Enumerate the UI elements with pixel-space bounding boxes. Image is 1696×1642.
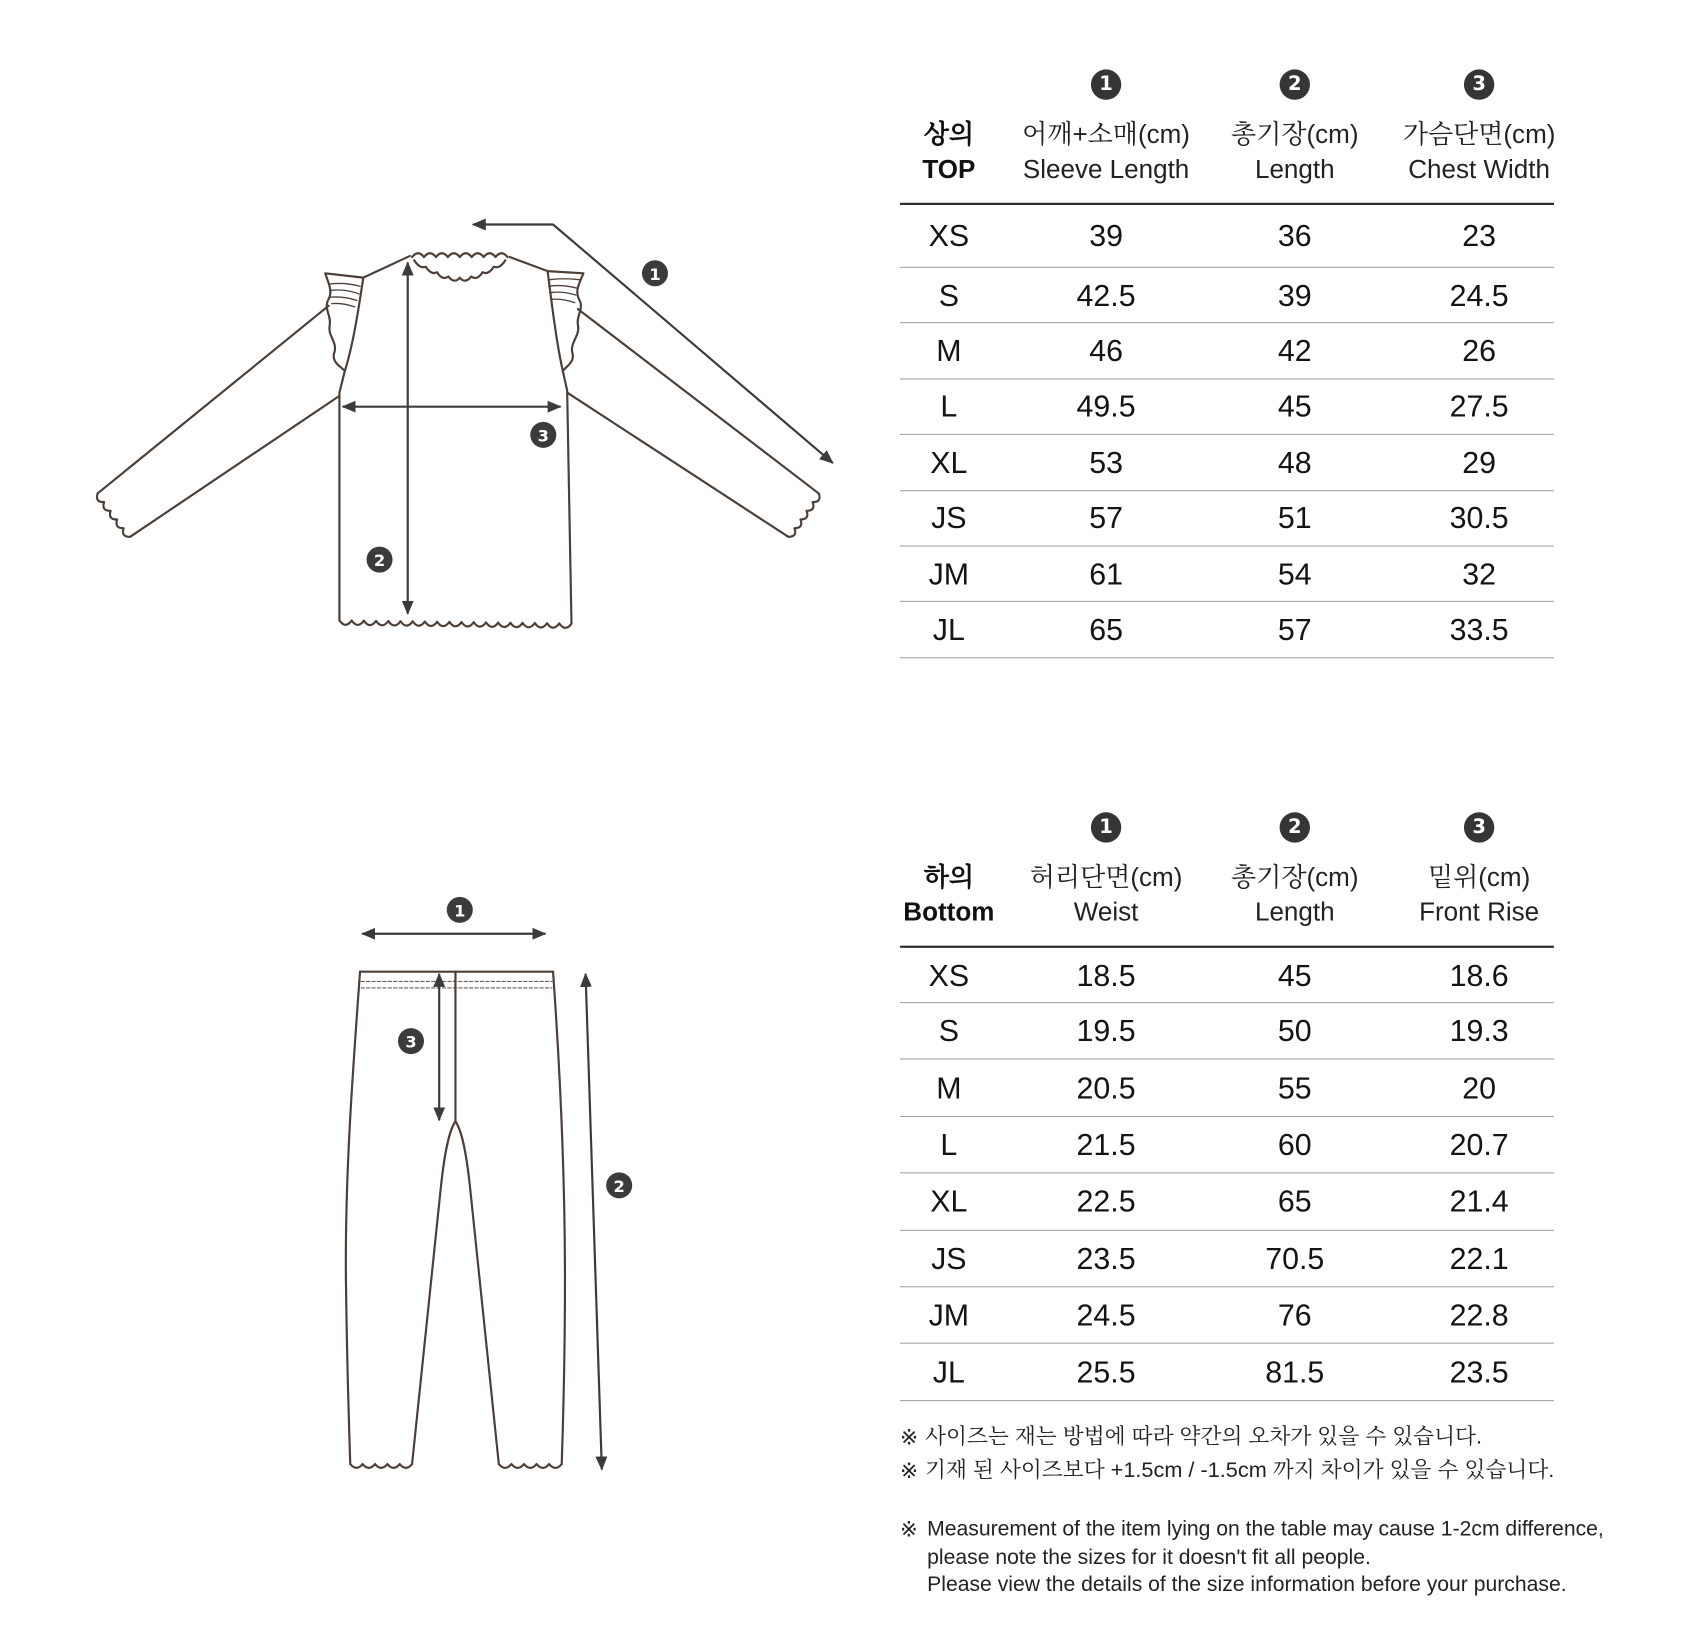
value-cell: 53 [1089, 445, 1123, 480]
value-cell: 81.5 [1265, 1355, 1325, 1389]
top-diagram-markers [367, 260, 668, 572]
value-cell: 26 [1462, 334, 1497, 368]
marker-cell [998, 69, 1215, 99]
right-shoulder-line [510, 257, 548, 271]
value-cell: 48 [1277, 445, 1312, 480]
marker-3-icon [398, 1028, 424, 1054]
left-outer-seam [346, 972, 360, 1464]
marker-1-icon [642, 260, 668, 286]
note-text: 기재 된 사이즈보다 +1.5cm / -1.5cm 까지 차이가 있을 수 있습니다. [924, 1458, 1555, 1483]
column-label-ko: 어깨+소매(cm) [1022, 120, 1190, 150]
table-row [900, 1344, 1583, 1401]
value-cell: 22.8 [1449, 1298, 1509, 1332]
category-header [900, 861, 998, 930]
column-label-ko: 가슴단면(cm) [1402, 120, 1556, 150]
value-cell: 54 [1277, 557, 1312, 591]
pants-diagram-markers [398, 897, 632, 1198]
top-size-table [900, 65, 1554, 658]
marker-3-icon: 3 [1464, 812, 1494, 842]
value-cell: 33.5 [1449, 612, 1509, 647]
right-sleeve-lower [567, 393, 788, 537]
value-cell: 45 [1277, 958, 1312, 992]
value-cell: 23.5 [1449, 1355, 1509, 1389]
value-cell: 76 [1277, 1298, 1312, 1332]
size-cell: M [936, 1071, 962, 1105]
category-header [900, 118, 998, 187]
value-cell: 65 [1277, 1184, 1312, 1219]
category-label-en: TOP [922, 155, 976, 185]
value-cell: 22.5 [1076, 1184, 1136, 1219]
table-body [900, 948, 1554, 1401]
size-cell: L [940, 389, 958, 424]
column-label-en: Sleeve Length [1022, 155, 1190, 185]
marker-2-icon [367, 547, 393, 573]
category-label-en: Bottom [903, 897, 995, 928]
value-cell: 70.5 [1265, 1241, 1325, 1276]
category-label-ko: 상의 [923, 120, 974, 150]
column-header-waist [998, 861, 1215, 930]
value-cell: 29 [1462, 445, 1497, 480]
size-notes-korean [900, 1421, 1554, 1488]
marker-3-label: 3 [405, 1032, 417, 1052]
value-cell: 24.5 [1076, 1298, 1136, 1332]
marker-2-icon: 2 [1280, 69, 1310, 99]
column-markers [900, 65, 1583, 104]
table-header [900, 118, 1583, 187]
left-inseam [412, 1121, 455, 1464]
right-leg-hem [499, 1464, 562, 1468]
left-shoulder-line [363, 256, 410, 278]
size-cell: S [938, 278, 959, 312]
value-cell: 21.4 [1449, 1184, 1509, 1219]
value-cell: 57 [1089, 501, 1123, 535]
marker-1-label: 1 [454, 901, 466, 921]
value-cell: 51 [1277, 501, 1312, 535]
value-cell: 21.5 [1076, 1127, 1136, 1162]
note-text: please note the sizes for it doesn't fit all people. [927, 1544, 1371, 1569]
pants-measure-arrows [362, 934, 602, 1470]
size-cell: L [940, 1127, 958, 1162]
value-cell: 19.5 [1076, 1014, 1136, 1048]
left-ruffle [325, 273, 363, 371]
column-label-en: Length [1254, 897, 1335, 928]
table-row [900, 1174, 1583, 1231]
table-row [900, 1117, 1583, 1174]
reference-mark-icon: ※ [900, 1457, 919, 1484]
reference-mark-icon: ※ [900, 1517, 918, 1543]
marker-1-icon: 1 [1091, 812, 1121, 842]
column-label-ko: 밑위(cm) [1427, 863, 1531, 893]
value-cell: 18.5 [1076, 958, 1136, 992]
column-header-chest-width [1375, 118, 1583, 187]
marker-3-icon [530, 422, 556, 448]
collar-top-edge [412, 253, 507, 257]
right-ruffle-gather [549, 279, 580, 303]
marker-1-label: 1 [649, 264, 661, 284]
marker-cell [1375, 812, 1583, 842]
body-left-side [339, 371, 344, 620]
value-cell: 57 [1277, 612, 1312, 647]
note-block [900, 1516, 1604, 1599]
table-row [900, 1230, 1583, 1287]
waistband-stitch [361, 981, 552, 988]
column-label-ko: 총기장(cm) [1231, 863, 1359, 893]
note-text: Please view the details of the size information before your purchase. [927, 1572, 1567, 1597]
pants-length-arrow [586, 974, 602, 1470]
marker-cell [1215, 812, 1375, 842]
column-label-en: Weist [1073, 897, 1139, 928]
size-cell: JL [932, 612, 965, 647]
value-cell: 61 [1089, 557, 1123, 591]
body-hem [339, 620, 571, 627]
table-row [900, 1003, 1583, 1060]
value-cell: 22.1 [1449, 1241, 1509, 1276]
table-header [900, 861, 1583, 930]
note-text: Measurement of the item lying on the table may cause 1-2cm difference, [927, 1517, 1604, 1542]
column-label-ko: 허리단면(cm) [1029, 863, 1183, 893]
table-row [900, 491, 1583, 547]
note-line [900, 1454, 1554, 1488]
value-cell: 24.5 [1449, 278, 1509, 312]
size-cell: XS [928, 219, 970, 253]
table-row [900, 379, 1583, 435]
reference-mark-icon: ※ [900, 1423, 919, 1450]
value-cell: 60 [1277, 1127, 1312, 1162]
marker-2-label: 2 [373, 551, 386, 571]
sleeve-length-arrow [473, 224, 833, 463]
marker-3-icon: 3 [1464, 69, 1494, 99]
value-cell: 23.5 [1076, 1241, 1136, 1276]
column-header-length [1215, 118, 1375, 187]
size-cell: JL [932, 1355, 965, 1389]
size-notes-english [900, 1516, 1604, 1599]
column-label-ko: 총기장(cm) [1231, 120, 1359, 150]
size-cell: JS [931, 1241, 967, 1276]
table-row [900, 324, 1583, 380]
value-cell: 65 [1089, 612, 1123, 647]
note-lines [927, 1516, 1604, 1599]
value-cell: 18.6 [1449, 958, 1509, 992]
column-label-en: Length [1254, 155, 1335, 185]
value-cell: 50 [1277, 1014, 1312, 1048]
value-cell: 20.5 [1076, 1071, 1136, 1105]
value-cell: 55 [1277, 1071, 1312, 1105]
value-cell: 39 [1089, 219, 1123, 253]
value-cell: 45 [1277, 389, 1312, 424]
left-sleeve-upper [98, 306, 329, 494]
column-label-en: Chest Width [1408, 155, 1550, 185]
table-row [900, 1060, 1583, 1117]
column-markers [900, 808, 1583, 847]
note-line [900, 1421, 1554, 1455]
column-header-sleeve-length [998, 118, 1215, 187]
value-cell: 27.5 [1449, 389, 1509, 424]
left-ruffle-gather [329, 283, 360, 306]
table-body [900, 205, 1554, 658]
top-garment-illustration [97, 253, 820, 628]
value-cell: 42.5 [1076, 278, 1136, 312]
bottom-size-table [900, 808, 1554, 1401]
marker-cell [1375, 69, 1583, 99]
marker-1-icon [447, 897, 473, 923]
size-cell: XL [930, 445, 968, 480]
size-cell: JS [931, 501, 967, 535]
size-cell: JM [928, 1298, 970, 1332]
marker-1-icon: 1 [1091, 69, 1121, 99]
marker-2-icon [606, 1172, 632, 1198]
table-row [900, 547, 1583, 603]
table-row [900, 948, 1583, 1003]
table-row [900, 435, 1583, 491]
left-leg-hem [350, 1464, 412, 1468]
value-cell: 30.5 [1449, 501, 1509, 535]
right-inseam [455, 1121, 498, 1464]
category-label-ko: 하의 [923, 863, 974, 893]
marker-2-label: 2 [613, 1176, 625, 1196]
table-row [900, 205, 1583, 268]
value-cell: 20 [1462, 1071, 1497, 1105]
size-cell: XS [928, 958, 970, 992]
table-row [900, 268, 1583, 324]
value-cell: 23 [1462, 219, 1497, 253]
marker-cell [998, 812, 1215, 842]
value-cell: 32 [1462, 557, 1497, 591]
table-row [900, 602, 1583, 658]
value-cell: 39 [1277, 278, 1312, 312]
left-sleeve-lower [130, 396, 339, 537]
value-cell: 46 [1089, 334, 1123, 368]
right-sleeve-upper [578, 309, 819, 493]
size-cell: M [936, 334, 962, 368]
value-cell: 25.5 [1076, 1355, 1136, 1389]
table-row [900, 1287, 1583, 1344]
value-cell: 20.7 [1449, 1127, 1509, 1162]
value-cell: 49.5 [1076, 389, 1136, 424]
size-cell: XL [930, 1184, 968, 1219]
value-cell: 42 [1277, 334, 1312, 368]
column-header-length [1215, 861, 1375, 930]
right-outer-seam [553, 972, 565, 1464]
marker-2-icon: 2 [1280, 812, 1310, 842]
marker-3-label: 3 [537, 426, 549, 446]
value-cell: 36 [1277, 219, 1312, 253]
value-cell: 19.3 [1449, 1014, 1509, 1048]
left-cuff [97, 493, 130, 536]
collar-neckline [414, 260, 505, 280]
size-cell: S [938, 1014, 959, 1048]
note-text: 사이즈는 재는 방법에 따라 약간의 오차가 있을 수 있습니다. [924, 1425, 1483, 1449]
pants-illustration [346, 972, 565, 1468]
marker-cell [1215, 69, 1375, 99]
column-header-front-rise [1375, 861, 1583, 930]
top-measure-arrows [343, 224, 833, 613]
body-right-side [563, 371, 572, 624]
right-cuff [788, 493, 819, 536]
column-label-en: Front Rise [1419, 897, 1540, 928]
size-cell: JM [928, 557, 970, 591]
